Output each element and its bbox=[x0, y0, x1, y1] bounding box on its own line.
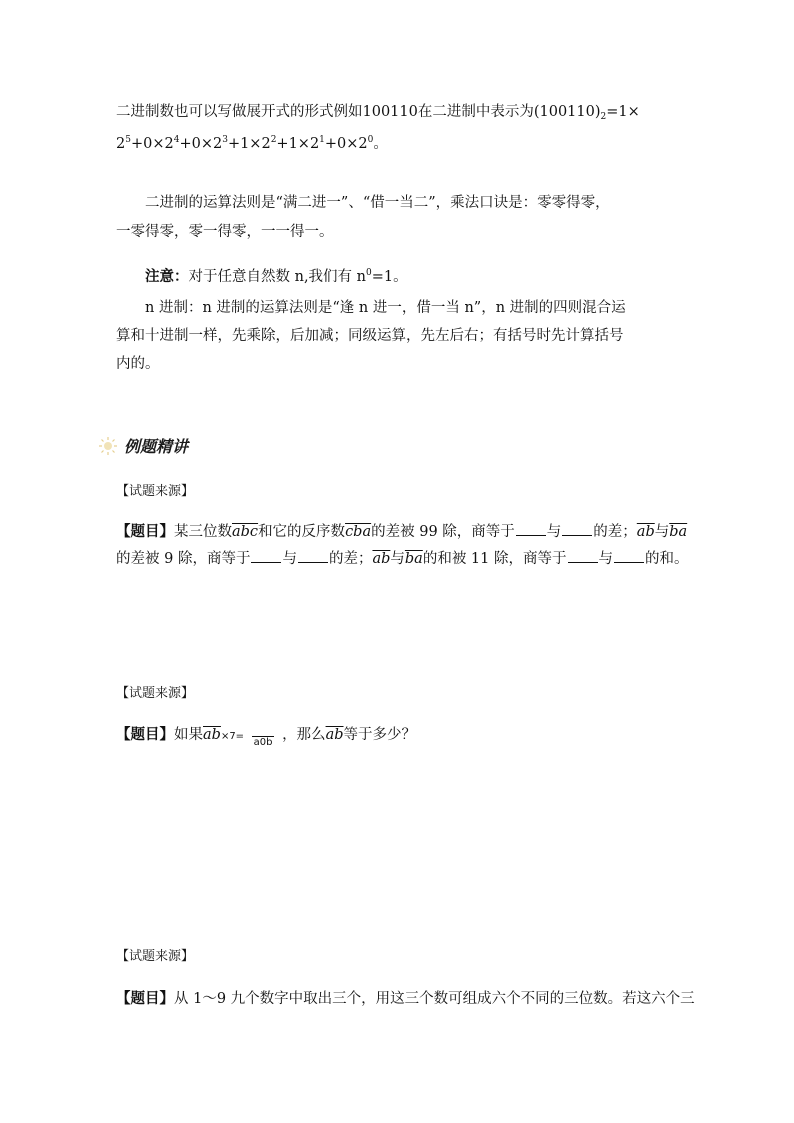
exponent: 2 bbox=[270, 135, 277, 145]
para1-line1: 二进制数也可以写做展开式的形式例如100110在二进制中表示为$(100110)_2=1\times$ bbox=[116, 104, 640, 122]
sun-icon bbox=[98, 436, 118, 456]
answer-blank[interactable] bbox=[251, 549, 281, 563]
q2-source: 【试题来源】 bbox=[116, 686, 195, 701]
exponent: 5 bbox=[125, 135, 131, 145]
para1-line2 bbox=[116, 130, 388, 154]
para3-line1: n 进制：n 进制的运算法则是“逢 n 进一，借一当 n”，n 进制的四则混合运 bbox=[145, 300, 626, 316]
expr-text: 。 bbox=[373, 136, 388, 152]
section-heading bbox=[98, 434, 188, 457]
q3-line: 【题目】从 1～9 九个数字中取出三个，用这三个数可组成六个不同的三位数。若这六个三 bbox=[116, 990, 695, 1007]
expr-text: +0×2 bbox=[130, 136, 174, 152]
q2-line: 【题目】如果$\overline{ab}\times 7=a0b$ ，那么$\overline{ab}$等于多少？ bbox=[116, 726, 416, 748]
para2-line2: 一零得零，零一得零，一一得一。 bbox=[116, 224, 334, 240]
exponent: 0 bbox=[367, 135, 374, 145]
q1-line2: 的差被 9 除，商等于 与 的差；$\overline{ab}$与$\overline{ba}$的和被 11 除，商等于 与 的和。 bbox=[116, 551, 689, 567]
answer-blank[interactable] bbox=[614, 549, 644, 563]
expr-text: +1×2 bbox=[276, 136, 320, 152]
q1-source: 【试题来源】 bbox=[116, 484, 195, 499]
exponent: 1 bbox=[319, 135, 325, 145]
exponent: 4 bbox=[173, 135, 180, 145]
para2-line1: 二进制的运算法则是“满二进一”、“借一当二”，乘法口诀是：零零得零， bbox=[145, 195, 610, 211]
answer-blank[interactable] bbox=[562, 522, 592, 536]
exponent: 3 bbox=[222, 135, 228, 145]
q1-line1: 【题目】某三位数$\overline{abc}$和它的反序数$\overline{cba}$的差被 99 除，商等于 与 的差；$\overline{ab}$与$\overline{ba}$ bbox=[116, 523, 688, 540]
section-title: 例题精讲 bbox=[124, 437, 189, 456]
q3-source: 【试题来源】 bbox=[116, 949, 195, 964]
expr-text: +1×2 bbox=[227, 136, 271, 152]
expr-text: +0×2 bbox=[324, 136, 368, 152]
answer-blank[interactable] bbox=[568, 549, 598, 563]
note-label: 注意： bbox=[145, 268, 189, 285]
para3-line2: 算和十进制一样，先乘除，后加减；同级运算，先左后右；有括号时先计算括号 bbox=[116, 328, 624, 344]
answer-blank[interactable] bbox=[516, 522, 546, 536]
para3-line3: 内的。 bbox=[116, 356, 160, 372]
answer-blank[interactable] bbox=[298, 549, 328, 563]
expr-text: 2 bbox=[116, 136, 126, 152]
note-line: 注意：对于任意自然数 n,我们有 $n^0=1$。 bbox=[145, 268, 408, 285]
expr-text: +0×2 bbox=[179, 136, 223, 152]
